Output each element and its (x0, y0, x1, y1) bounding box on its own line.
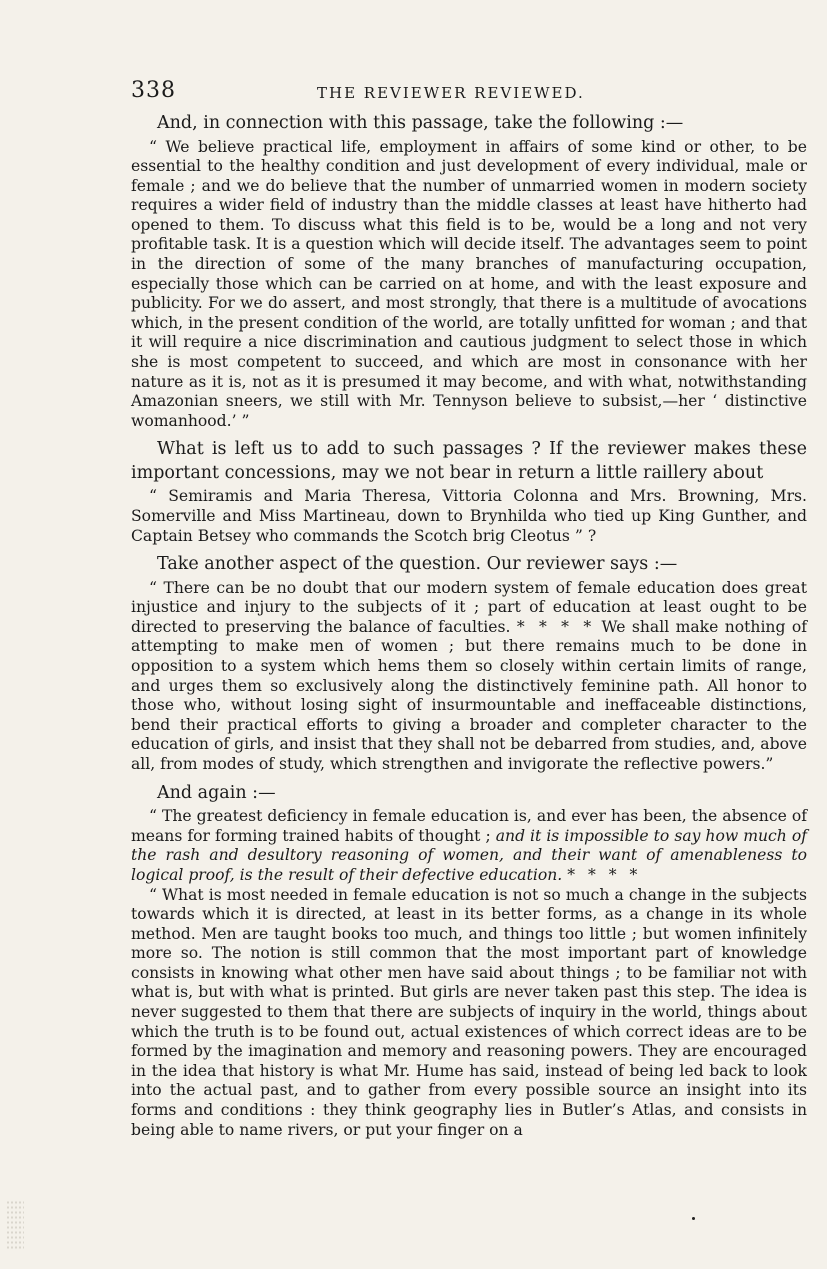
quotation-practical-life: “ We believe practical life, employment in affairs of some kind or other, to be essential to the healthy condition and just development of every individual, male or female ; and we do believe that the number of unmarried women in modern society requires a wider field of industry than the middle classes at least have hitherto had opened to them. To discuss what this field is to be, would be a long and not very profitable task. It is a question which will decide itself. The advantages seem to point in the direction of some of the many branches of manufacturing occupation, especially those which can be carried on at home, and with the least exposure and publicity. For we do assert, and most strongly, that there is a multitude of avocations which, in the present condition of the world, are totally unfitted for woman ; and that it will require a nice discrimination and cautious judgment to select those in which she is most competent to succeed, and which are most in consonance with her nature as it is, not as it is presumed it may become, and with what, notwithstanding Amazonian sneers, we still with Mr. Tennyson believe to subsist,—her ‘ distinctive womanhood.’ ” (131, 137, 808, 430)
quotation-deficiency (131, 807, 807, 885)
quotation-method: “ What is most needed in female education is not so much a change in the subjects towards which it is directed, at least in its better forms, as a change in its whole method. Men are taught books too much, and things too little ; but women infinitely more so. The notion is still common that the most important part of knowledge consists in knowing what other men have said about things ; to be familiar not with what is, but with what is printed. But girls are never taken past this step. The idea is never suggested to them that there are subjects of inquiry in the world, things about which the truth is to be found out, actual existences of which correct ideas are to be formed by the imagination and memory and reasoning powers. They are encouraged in the idea that history is what Mr. Hume has said, instead of being led back to look into the actual past, and to gather from every possible source an insight into its forms and conditions : they think geography lies in Butler’s Atlas, and consists in being able to name rivers, or put your finger on a (131, 885, 807, 1139)
quotation-semiramis: “ Semiramis and Maria Theresa, Vittoria Colonna and Mrs. Browning, Mrs. Somerville and Miss Martineau, down to Brynhilda who tied up King Gunther, and Captain Betsey who commands the Scotch brig Cleotus ” ? (131, 487, 807, 545)
book-page (131, 78, 807, 1140)
stray-dot (692, 1217, 695, 1220)
running-title: THE REVIEWER REVIEWED. (317, 84, 585, 102)
quotation-part-a: “ There can be no doubt that our modern system of female education does great injustice and injury to the subjects of it ; part of education at least ought to be directed to preserving the balance of faculties. (131, 578, 807, 636)
margin-speckle (6, 1200, 24, 1250)
quotation-deficiency-plain: “ The greatest deficiency in female education is, and ever has been, the absence of means for forming trained habits of thought ; (131, 807, 807, 845)
paragraph-question: What is left us to add to such passages ? If the reviewer makes these important concessions, may we not bear in return a little raillery about (131, 439, 807, 483)
quotation-female-education (131, 579, 807, 775)
paragraph-and-again: And again :— (157, 782, 276, 803)
ellipsis-stars: * * * * (516, 617, 596, 636)
quotation-deficiency-italic: and it is impossible to say how much of the rash and desultory reasoning of women, and their want of amenableness to logical proof, is the result of their defective education. (131, 826, 807, 884)
paragraph-intro: And, in connection with this passage, take the following :— (157, 113, 684, 133)
page-number: 338 (131, 78, 176, 103)
paragraph-another-aspect: Take another aspect of the question. Our reviewer says :— (157, 554, 678, 575)
quotation-part-b: We shall make nothing of attempting to make men of women ; but there remains much to be done in opposition to a system which hems them so closely within certain limits of range, and urges them so exclusively along the distinctively feminine path. All honor to those who, without losing sight of insurmountable and ineffaceable distinctions, bend their practical efforts to giving a broader and completer character to the education of girls, and insist that they shall not be debarred from studies, and, above all, from modes of study, which strengthen and invigorate the reflective powers.” (131, 617, 807, 774)
ellipsis-stars: * * * * (567, 865, 642, 884)
page-header (131, 78, 807, 110)
